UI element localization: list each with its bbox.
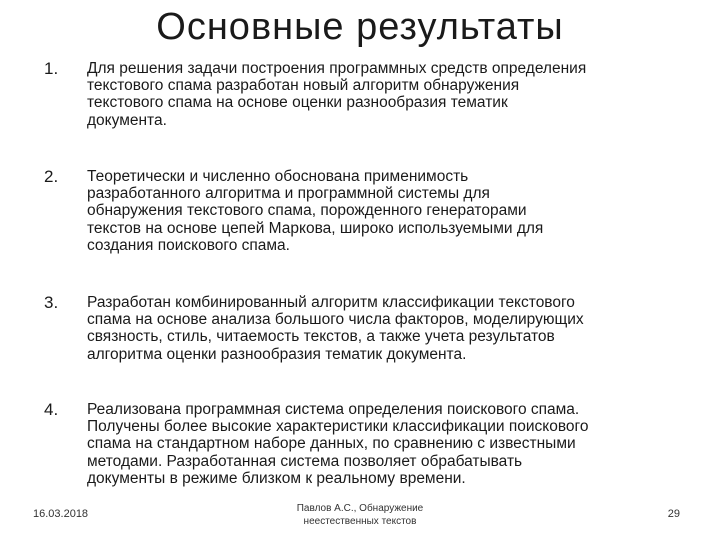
slide-title: Основные результаты <box>156 6 564 48</box>
item-number: 4. <box>44 400 59 419</box>
item-number: 2. <box>44 167 59 186</box>
item-text: Теоретически и численно обоснована применимость разработанного алгоритма и программной системы для обнаружения текстового спама, порожденного генераторами текстов на основе цепей Маркова, широко используемыми для создания поискового спама. <box>87 168 544 254</box>
item-text: Разработан комбинированный алгоритм классификации текстового спама на основе анализа большого числа факторов, моделирующих связность, стиль, читаемость текстов, а также учета результатов алгоритма оценки разнообразия тематик документа. <box>87 294 584 363</box>
item-text: Реализована программная система определения поискового спама. Получены более высокие характеристики классификации поискового спама на стандартном наборе данных, по сравнению с известными методами. Разработанная система позволяет обрабатывать документы в режиме близком к реальному времени. <box>87 401 589 487</box>
item-number: 1. <box>44 59 59 78</box>
item-text: Для решения задачи построения программных средств определения текстового спама разработан новый алгоритм обнаружения текстового спама на основе оценки разнообразия тематик документа. <box>87 60 587 129</box>
item-number: 3. <box>44 293 59 312</box>
footer-author: Павлов А.С., Обнаружение неестественных текстов <box>296 503 424 527</box>
footer-date: 16.03.2018 <box>33 508 89 520</box>
footer-page-number: 29 <box>667 508 680 520</box>
